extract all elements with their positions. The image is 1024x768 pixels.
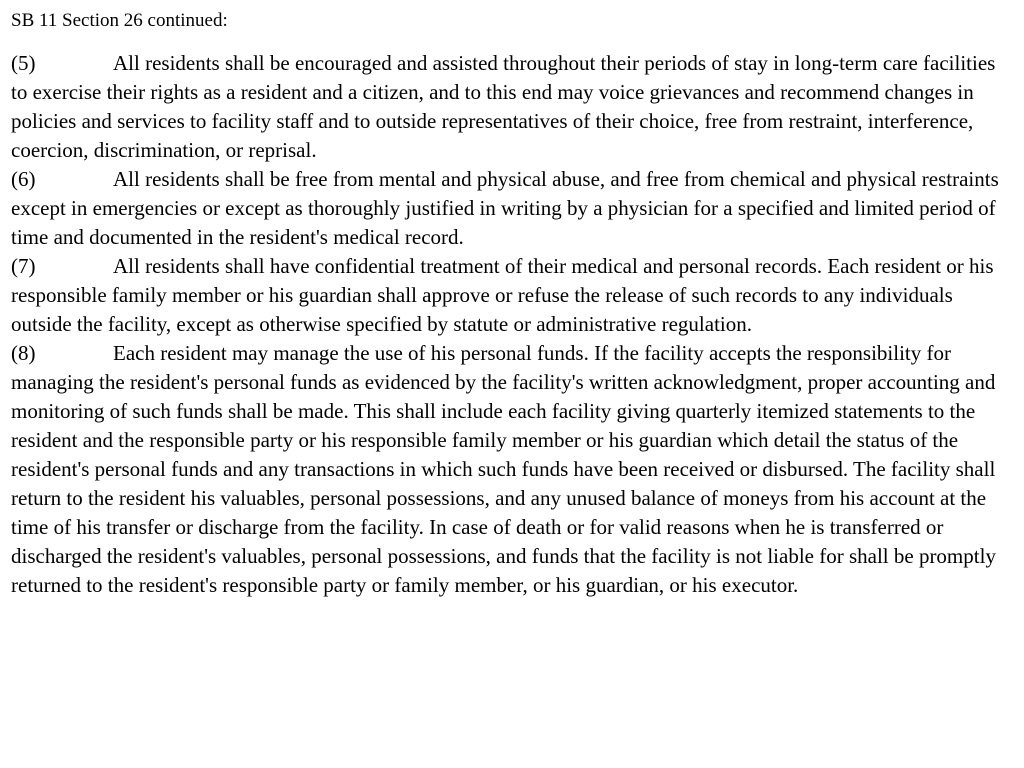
section-5	[11, 49, 1012, 165]
section-number: (6)	[11, 167, 36, 191]
section-number: (8)	[11, 341, 36, 365]
section-8	[11, 339, 1012, 600]
section-text: All residents shall be free from mental and physical abuse, and free from chemical and physical restraints except in emergencies or except as thoroughly justified in writing by a physician for a specified and limited period of time and documented in the resident's medical record.	[11, 167, 999, 249]
section-text: All residents shall be encouraged and assisted throughout their periods of stay in long-term care facilities to exercise their rights as a resident and a citizen, and to this end may voice grievances and recommend changes in policies and services to facility staff and to outside representatives of their choice, free from restraint, interference, coercion, discrimination, or reprisal.	[11, 51, 996, 162]
section-7	[11, 252, 1012, 339]
section-text: Each resident may manage the use of his personal funds. If the facility accepts the responsibility for managing the resident's personal funds as evidenced by the facility's written acknowledgment, proper accounting and monitoring of such funds shall be made. This shall include each facility giving quarterly itemized statements to the resident and the responsible party or his responsible family member or his guardian which detail the status of the resident's personal funds and any transactions in which such funds have been received or disbursed. The facility shall return to the resident his valuables, personal possessions, and any unused balance of moneys from his account at the time of his transfer or discharge from the facility. In case of death or for valid reasons when he is transferred or discharged the resident's valuables, personal possessions, and funds that the facility is not liable for shall be promptly returned to the resident's responsible party or family member, or his guardian, or his executor.	[11, 341, 996, 597]
section-number: (5)	[11, 51, 36, 75]
page-header: SB 11 Section 26 continued:	[11, 10, 228, 31]
section-number: (7)	[11, 254, 36, 278]
section-6	[11, 165, 1012, 252]
section-text: All residents shall have confidential treatment of their medical and personal records. Each resident or his responsible family member or his guardian shall approve or refuse the release of such records to any individuals outside the facility, except as otherwise specified by statute or administrative regulation.	[11, 254, 994, 336]
